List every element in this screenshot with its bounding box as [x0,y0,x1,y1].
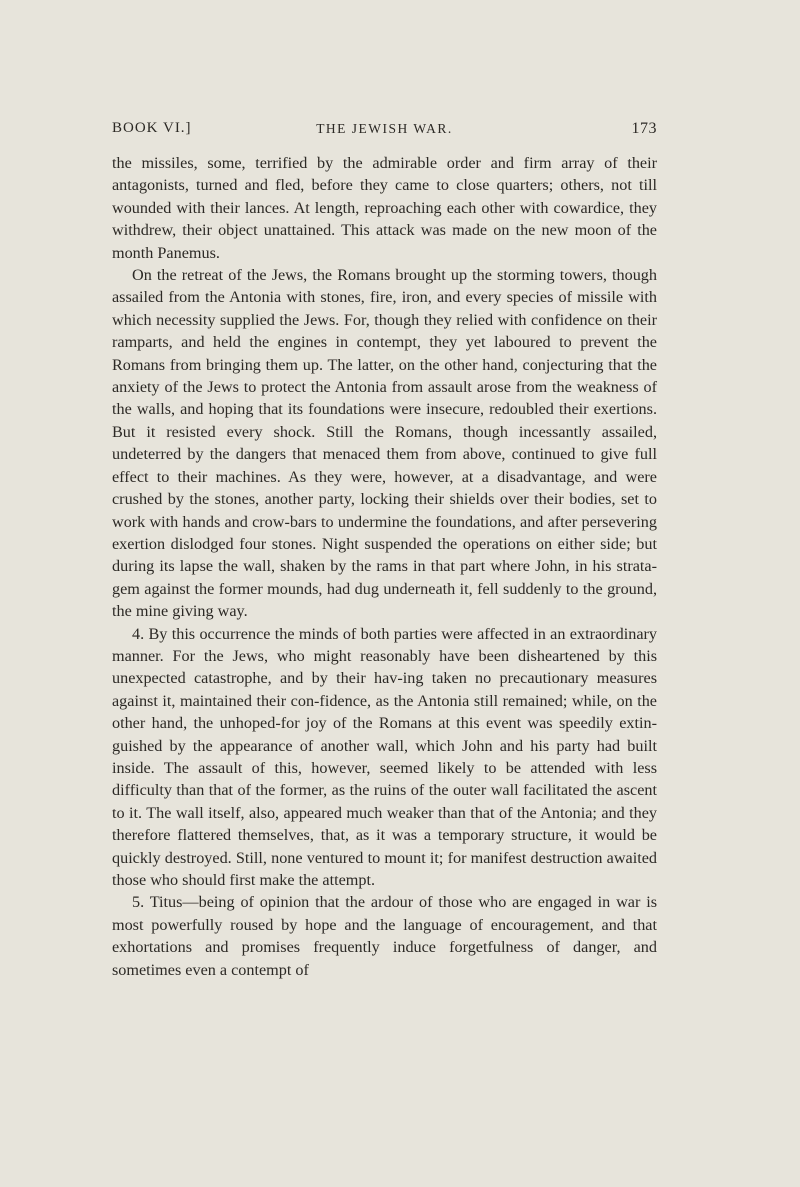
paragraph: the missiles, some, terrified by the admirable order and firm array of their antagonists, turned and fled, before they came to close quarters; others, not till wounded with their lances. At length, reproaching each other with cowardice, they withdrew, their object unattained. This attack was made on the new moon of the month Panemus. [112,154,657,262]
paragraph: 4. By this occurrence the minds of both parties were affected in an extraordinary manner. For the Jews, who might reasonably have been disheartened by this unexpected catastrophe, and by their hav-ing taken no precautionary measures against it, maintained their con-fidence, as the Antonia still remained; while, on the other hand, the unhoped-for joy of the Romans at this event was speedily extin-guished by the appearance of another wall, which John and his party had built inside. The assault of this, however, seemed likely to be attended with less difficulty than that of the former, as the ruins of the outer wall facilitated the ascent to it. The wall itself, also, appeared much weaker than that of the Antonia; and they therefore flattered themselves, that, as it was a temporary structure, it would be quickly destroyed. Still, none ventured to mount it; for manifest destruction awaited those who should first make the attempt. [112,624,657,889]
body-text [112,152,657,981]
paragraph: On the retreat of the Jews, the Romans brought up the storming towers, though assailed from the Antonia with stones, fire, iron, and every species of missile with which necessity supplied the Jews. For, though they relied with confidence on their ramparts, and held the engines in contempt, they yet laboured to prevent the Romans from bringing them up. The latter, on the other hand, conjecturing that the anxiety of the Jews to protect the Antonia from assault arose from the weakness of the walls, and hoping that its foundations were insecure, redoubled their exertions. But it resisted every shock. Still the Romans, though incessantly assailed, undeterred by the dangers that menaced them from above, continued to give full effect to their machines. As they were, however, at a disadvantage, and were crushed by the stones, another party, locking their shields over their bodies, set to work with hands and crow-bars to undermine the foundations, and after persevering exertion dislodged four stones. Night suspended the operations on either side; but during its lapse the wall, shaken by the rams in that part where John, in his strata-gem against the former mounds, had dug underneath it, fell suddenly to the ground, the mine giving way. [112,266,657,621]
page-number: 173 [631,120,657,137]
running-head [112,120,657,144]
running-title: THE JEWISH WAR. [316,121,453,136]
book-section-label: BOOK VI.] [112,120,192,136]
paragraph: 5. Titus—being of opinion that the ardour of those who are engaged in war is most powerfully roused by hope and the language of encouragement, and that exhortations and promises frequently induce forgetfulness of danger, and sometimes even a contempt of [112,893,657,979]
